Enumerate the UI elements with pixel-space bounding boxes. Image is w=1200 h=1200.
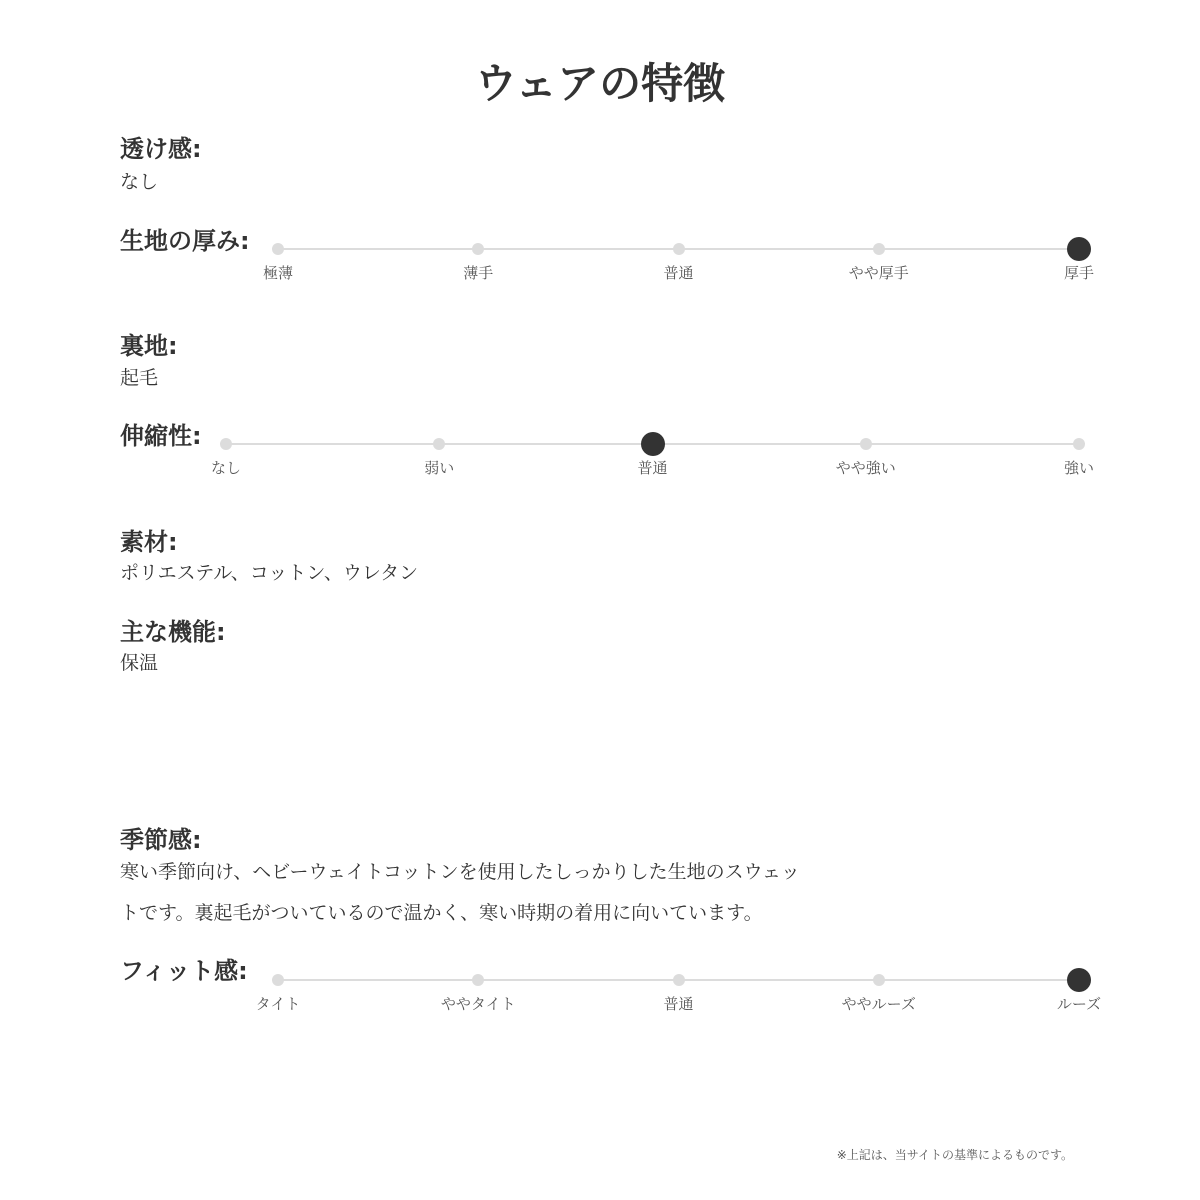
thickness-option-label-2: 普通 xyxy=(663,264,694,282)
stretch-label: 伸縮性: xyxy=(120,422,202,450)
thickness-dot-0 xyxy=(272,243,284,255)
stretch-scale xyxy=(210,434,1094,494)
fit-option-label-4: ルーズ xyxy=(1056,995,1102,1013)
lining-value: 起毛 xyxy=(120,367,159,389)
fit-dot-3 xyxy=(873,974,885,986)
transparency-label: 透け感: xyxy=(120,135,202,163)
season-description-line-2: トです。裏起毛がついているので温かく、寒い時期の着用に向いています。 xyxy=(120,902,763,924)
page-title: ウェアの特徴 xyxy=(474,59,726,108)
fit-dot-4 xyxy=(1067,968,1091,992)
fit-option-label-0: タイト xyxy=(255,995,301,1013)
thickness-dot-1 xyxy=(472,243,484,255)
stretch-option-label-1: 弱い xyxy=(424,459,455,477)
fit-dot-1 xyxy=(472,974,484,986)
transparency-value: なし xyxy=(120,171,159,193)
stretch-dot-2 xyxy=(641,432,665,456)
thickness-option-label-0: 極薄 xyxy=(262,264,293,282)
thickness-option-label-4: 厚手 xyxy=(1063,264,1094,282)
thickness-scale xyxy=(262,239,1094,299)
stretch-option-label-2: 普通 xyxy=(637,459,668,477)
material-value: ポリエステル、コットン、ウレタン xyxy=(120,562,419,584)
stretch-option-label-0: なし xyxy=(210,459,241,477)
thickness-label: 生地の厚み: xyxy=(120,227,250,255)
thickness-dot-3 xyxy=(873,243,885,255)
stretch-dot-1 xyxy=(433,438,445,450)
fit-option-label-1: ややタイト xyxy=(440,995,516,1013)
fit-dot-2 xyxy=(673,974,685,986)
thickness-option-label-3: やや厚手 xyxy=(848,264,909,282)
stretch-option-label-4: 強い xyxy=(1063,459,1094,477)
stretch-option-label-3: やや強い xyxy=(835,459,896,477)
function-value: 保温 xyxy=(120,652,159,674)
material-label: 素材: xyxy=(120,528,178,556)
season-label: 季節感: xyxy=(120,826,202,854)
function-label: 主な機能: xyxy=(120,618,226,646)
lining-label: 裏地: xyxy=(120,332,178,360)
fit-scale xyxy=(255,970,1102,1030)
fit-dot-0 xyxy=(272,974,284,986)
fit-label: フィット感: xyxy=(120,957,248,985)
thickness-dot-2 xyxy=(673,243,685,255)
thickness-option-label-1: 薄手 xyxy=(463,264,494,282)
stretch-dot-4 xyxy=(1073,438,1085,450)
thickness-dot-4 xyxy=(1067,237,1091,261)
stretch-dot-0 xyxy=(220,438,232,450)
stretch-dot-3 xyxy=(860,438,872,450)
fit-option-label-3: ややルーズ xyxy=(841,995,916,1013)
fit-option-label-2: 普通 xyxy=(663,995,694,1013)
footnote: ※上記は、当サイトの基準によるものです。 xyxy=(836,1148,1073,1162)
season-description-line-1: 寒い季節向け、ヘビーウェイトコットンを使用したしっかりした生地のスウェッ xyxy=(120,861,800,883)
